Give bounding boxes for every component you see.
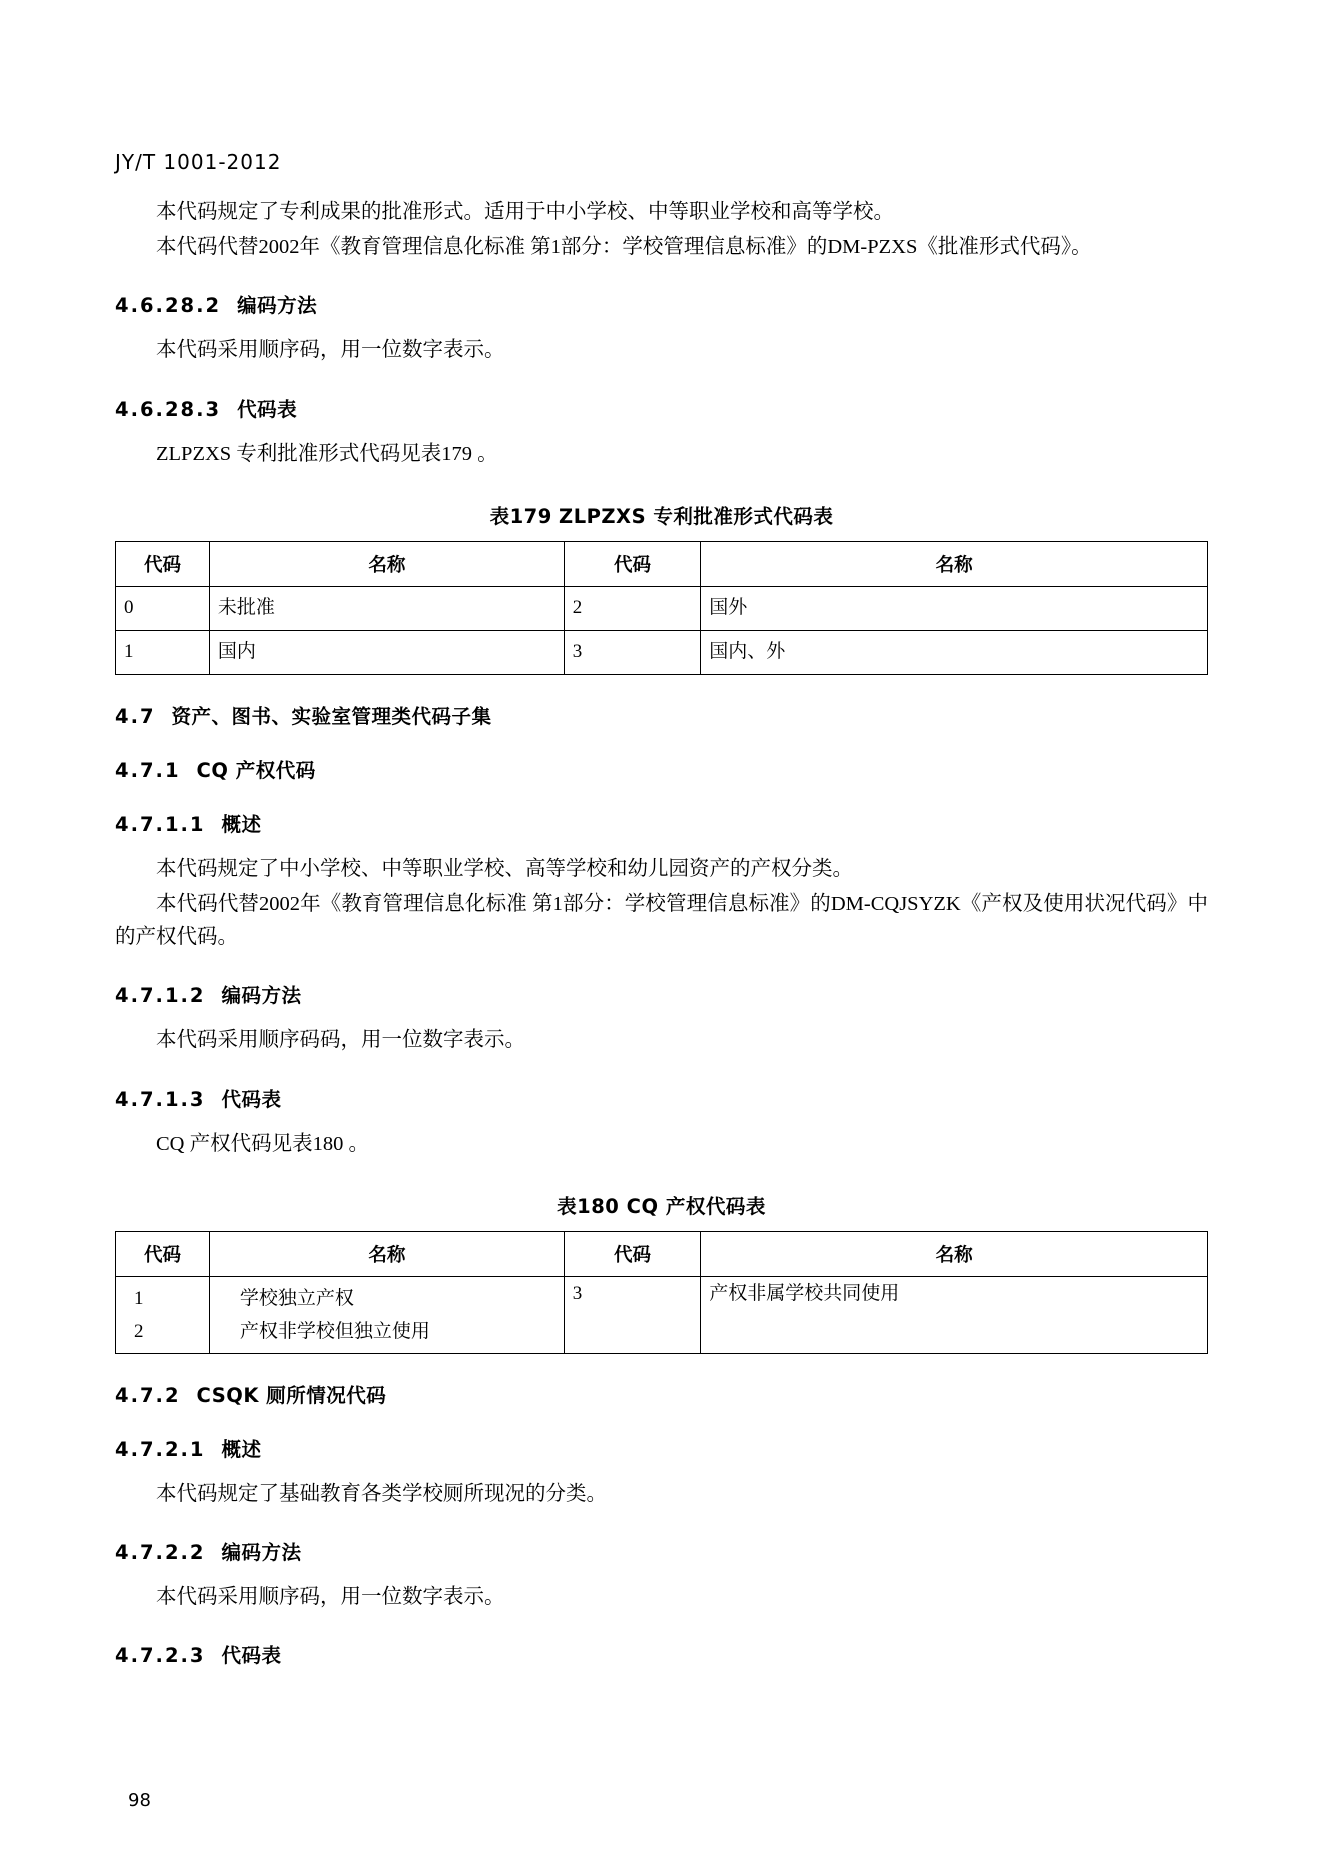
cell-code-left: 1 xyxy=(116,630,210,674)
section-number: 4.7.1 xyxy=(115,758,181,782)
column-header-code-right: 代码 xyxy=(564,541,701,586)
column-header-code-right: 代码 xyxy=(564,1231,701,1276)
section-title: 编码方法 xyxy=(221,1541,302,1565)
paragraph-intro-1: 本代码规定了专利成果的批准形式。适用于中小学校、中等职业学校和高等学校。 xyxy=(156,201,894,223)
section-title: 资产、图书、实验室管理类代码子集 xyxy=(171,704,492,728)
table-caption-180: 表180 CQ 产权代码表 xyxy=(557,1194,766,1218)
table-caption-179: 表179 ZLPZXS 专利批准形式代码表 xyxy=(489,504,834,528)
section-title: CQ 产权代码 xyxy=(196,758,316,782)
section-title: 代码表 xyxy=(237,397,298,421)
section-heading-4-7-1-3 xyxy=(115,1084,1208,1112)
section-title: 概述 xyxy=(221,1437,262,1461)
paragraph-4-7-1-1-body-2: 本代码代替2002年《教育管理信息化标准 第1部分：学校管理信息标准》的DM-CQJSYZK《产权及使用状况代码》中的产权代码。 xyxy=(115,893,1208,949)
paragraph-intro-2: 本代码代替2002年《教育管理信息化标准 第1部分：学校管理信息标准》的DM-PZXS《批准形式代码》。 xyxy=(156,236,1092,259)
section-title: 概述 xyxy=(221,812,262,836)
section-number: 4.7.2.3 xyxy=(115,1644,206,1668)
section-heading-4-7-2-2 xyxy=(115,1537,1208,1565)
column-header-name-left: 名称 xyxy=(209,541,564,586)
section-heading-4-7-2 xyxy=(115,1380,1208,1408)
cell-name-left: 未批准 xyxy=(209,586,564,630)
section-number: 4.6.28.2 xyxy=(115,294,222,318)
section-heading-4-6-28-3 xyxy=(115,394,1208,422)
section-heading-4-7-2-3 xyxy=(115,1640,1208,1668)
page-header: JY/T 1001-2012 xyxy=(115,150,282,174)
table-179 xyxy=(115,541,1208,675)
paragraph-4-7-2-2-body: 本代码采用顺序码，用一位数字表示。 xyxy=(156,1586,505,1609)
table-header-row xyxy=(116,541,1208,586)
section-title: 代码表 xyxy=(221,1087,282,1111)
cell-code-right: 3 xyxy=(564,630,701,674)
cell-name-right: 国外 xyxy=(701,586,1208,630)
cell-name-left-1: 学校独立产权 xyxy=(239,1287,354,1309)
paragraph-4-7-1-3-body: CQ 产权代码见表180 。 xyxy=(156,1132,369,1155)
cell-code-left: 0 xyxy=(116,586,210,630)
section-number: 4.7.2.2 xyxy=(115,1541,206,1565)
cell-code-left-2: 2 xyxy=(134,1320,144,1342)
section-number: 4.7.2.1 xyxy=(115,1437,206,1461)
cell-code-right: 3 xyxy=(564,1276,701,1353)
paragraph-4-7-2-1-body: 本代码规定了基础教育各类学校厕所现况的分类。 xyxy=(156,1482,607,1505)
table-header-row xyxy=(116,1231,1208,1276)
section-number: 4.7.1.1 xyxy=(115,812,206,836)
cell-name-left: 国内 xyxy=(209,630,564,674)
section-number: 4.6.28.3 xyxy=(115,397,222,421)
cell-code-left-1: 1 xyxy=(134,1287,144,1309)
section-heading-4-6-28-2 xyxy=(115,290,1208,318)
section-title: 编码方法 xyxy=(237,294,318,318)
cell-code-left-group xyxy=(116,1276,210,1353)
column-header-name-right: 名称 xyxy=(701,541,1208,586)
column-header-name-left: 名称 xyxy=(209,1231,564,1276)
cell-name-right: 国内、外 xyxy=(701,630,1208,674)
cell-code-right: 2 xyxy=(564,586,701,630)
page-number: 98 xyxy=(128,1790,151,1811)
cell-name-right: 产权非属学校共同使用 xyxy=(701,1276,1208,1353)
section-heading-4-7-1 xyxy=(115,755,1208,783)
cell-name-left-2: 产权非学校但独立使用 xyxy=(239,1320,430,1342)
paragraph-4-6-28-3-body: ZLPZXS 专利批准形式代码见表179 。 xyxy=(156,442,498,465)
section-number: 4.7 xyxy=(115,704,156,728)
table-row xyxy=(116,586,1208,630)
paragraph-4-7-1-1-body-1: 本代码规定了中小学校、中等职业学校、高等学校和幼儿园资产的产权分类。 xyxy=(156,857,853,880)
cell-name-left-group xyxy=(209,1276,564,1353)
column-header-code-left: 代码 xyxy=(116,1231,210,1276)
table-row xyxy=(116,1276,1208,1353)
section-heading-4-7-1-2 xyxy=(115,980,1208,1008)
section-number: 4.7.1.3 xyxy=(115,1087,206,1111)
paragraph-4-7-1-2-body: 本代码采用顺序码码，用一位数字表示。 xyxy=(156,1029,525,1052)
section-number: 4.7.2 xyxy=(115,1383,181,1407)
section-title: 代码表 xyxy=(221,1644,282,1668)
table-row xyxy=(116,630,1208,674)
section-title: CSQK 厕所情况代码 xyxy=(196,1383,387,1407)
column-header-name-right: 名称 xyxy=(701,1231,1208,1276)
section-number: 4.7.1.2 xyxy=(115,984,206,1008)
section-heading-4-7-1-1 xyxy=(115,809,1208,837)
section-heading-4-7-2-1 xyxy=(115,1434,1208,1462)
table-180 xyxy=(115,1231,1208,1354)
paragraph-4-6-28-2-body: 本代码采用顺序码，用一位数字表示。 xyxy=(156,339,505,362)
column-header-code-left: 代码 xyxy=(116,541,210,586)
section-heading-4-7 xyxy=(115,701,1208,729)
section-title: 编码方法 xyxy=(221,984,302,1008)
